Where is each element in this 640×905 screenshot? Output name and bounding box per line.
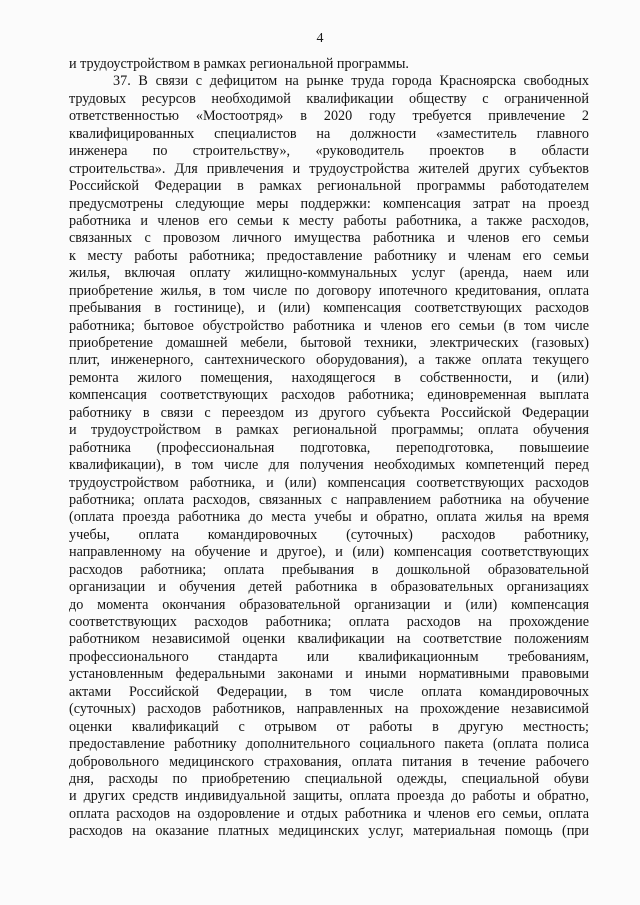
text-line: приобретение жилья, в том числе по договору ипотечного кредитования, оплата [69,282,589,299]
text-line: ответственностью «Мостоотряд» в 2020 году требуется привлечение 2 [69,108,589,125]
text-line: расходов на оказание платных медицинских услуг, материальная помощь (при [69,823,589,840]
text-line: и трудоустройством в рамках региональной программы. [69,56,409,72]
text-line: работнику в связи с переездом из другого субъекта Российской Федерации [69,404,589,421]
text-line: к месту работы работника; предоставление работнику и членам его семьи [69,247,589,264]
text-line: и трудоустройством в рамках региональной программы; оплата обучения [69,422,589,439]
text-line: связанных с провозом личного имущества работника и членов его семьи [69,230,589,247]
text-line: профессионального стандарта или квалификационным требованиям, [69,648,589,665]
text-line: работника; бытовое обустройство работника и членов его семьи (в том числе [69,317,589,334]
text-line: Российской Федерации в рамках региональной программы работодателем [69,178,589,195]
text-line: до момента окончания образовательной организации и (или) компенсация [69,596,589,613]
body-text [69,56,589,841]
text-line: работником независимой оценки квалификации на соответствие положениям [69,631,589,648]
text-line: компенсация соответствующих расходов работника; единовременная выплата [69,387,589,404]
text-line: пребывания в гостинице), и (или) компенсация соответствующих расходов [69,300,589,317]
text-line: актами Российской Федерации, в том числе оплата командировочных [69,683,589,700]
text-line: предусмотрены следующие меры поддержки: компенсация затрат на проезд [69,195,589,212]
text-line: добровольного медицинского страхования, оплата питания в течение рабочего [69,753,589,770]
text-line: квалификации), в том числе для получения необходимых компетенций перед [69,457,589,474]
text-line: инженера по строительству», «руководитель проектов в области [69,143,589,160]
text-line: 37. В связи с дефицитом на рынке труда города Красноярска свободных [113,73,589,90]
text-line: организации и обучения детей работника в образовательных организациях [69,579,589,596]
text-line: работника и членов его семьи к месту работы работника, а также расходов, [69,212,589,229]
text-line: дня, расходы по приобретению специальной одежды, специальной обуви [69,770,589,787]
text-line: работника (профессиональная подготовка, переподготовка, повышеиие [69,439,589,456]
text-line: соответствующих расходов работника; оплата расходов на прохождение [69,614,589,630]
text-line: установленным федеральными законами и иными нормативными правовыми [69,666,589,683]
text-line: работника; оплата расходов, связанных с направлением работника на обучение [69,491,589,508]
text-line: строительства». Для привлечения и трудоустройства жителей других субъектов [69,160,589,177]
text-line: расходов работника; оплата пребывания в дошкольной образовательной [69,561,589,578]
text-line: оценки квалификаций с отрывом от работы в другую местность; [69,718,589,735]
text-line: учебы, оплата командировочных (суточных) расходов работнику, [69,526,589,543]
text-line: жилья, включая оплату жилищно-коммунальных услуг (аренда, наем или [69,265,589,282]
text-line: предоставление работнику дополнительного социального пакета (оплата полиса [69,736,589,753]
page-number: 4 [316,31,324,46]
text-line: квалифицированных специалистов на должности «заместитель главного [69,125,589,142]
text-line: (оплата проезда работника до места учебы и обратно, оплата жилья на время [69,509,589,526]
text-line: плит, инженерного, сантехнического оборудования), а также оплата текущего [69,352,589,369]
text-line: приобретение домашней мебели, бытовой техники, электрических (газовых) [69,335,589,351]
text-line: ремонта жилого помещения, находящегося в собственности, и (или) [69,369,589,386]
text-line: направленному на обучение и другое), и (или) компенсация соответствующих [69,544,589,561]
text-line: трудоустройством работника, и (или) компенсация соответствующих расходов [69,474,589,491]
text-line: (суточных) расходов работников, направленных на прохождение независимой [69,701,589,718]
text-line: трудовых ресурсов необходимой квалификации обществу с ограниченной [69,90,589,107]
text-line: оплата расходов на оздоровление и отдых работника и членов его семьи, оплата [69,805,589,822]
text-line: и других средств индивидуальной защиты, оплата проезда до работы и обратно, [69,788,589,805]
